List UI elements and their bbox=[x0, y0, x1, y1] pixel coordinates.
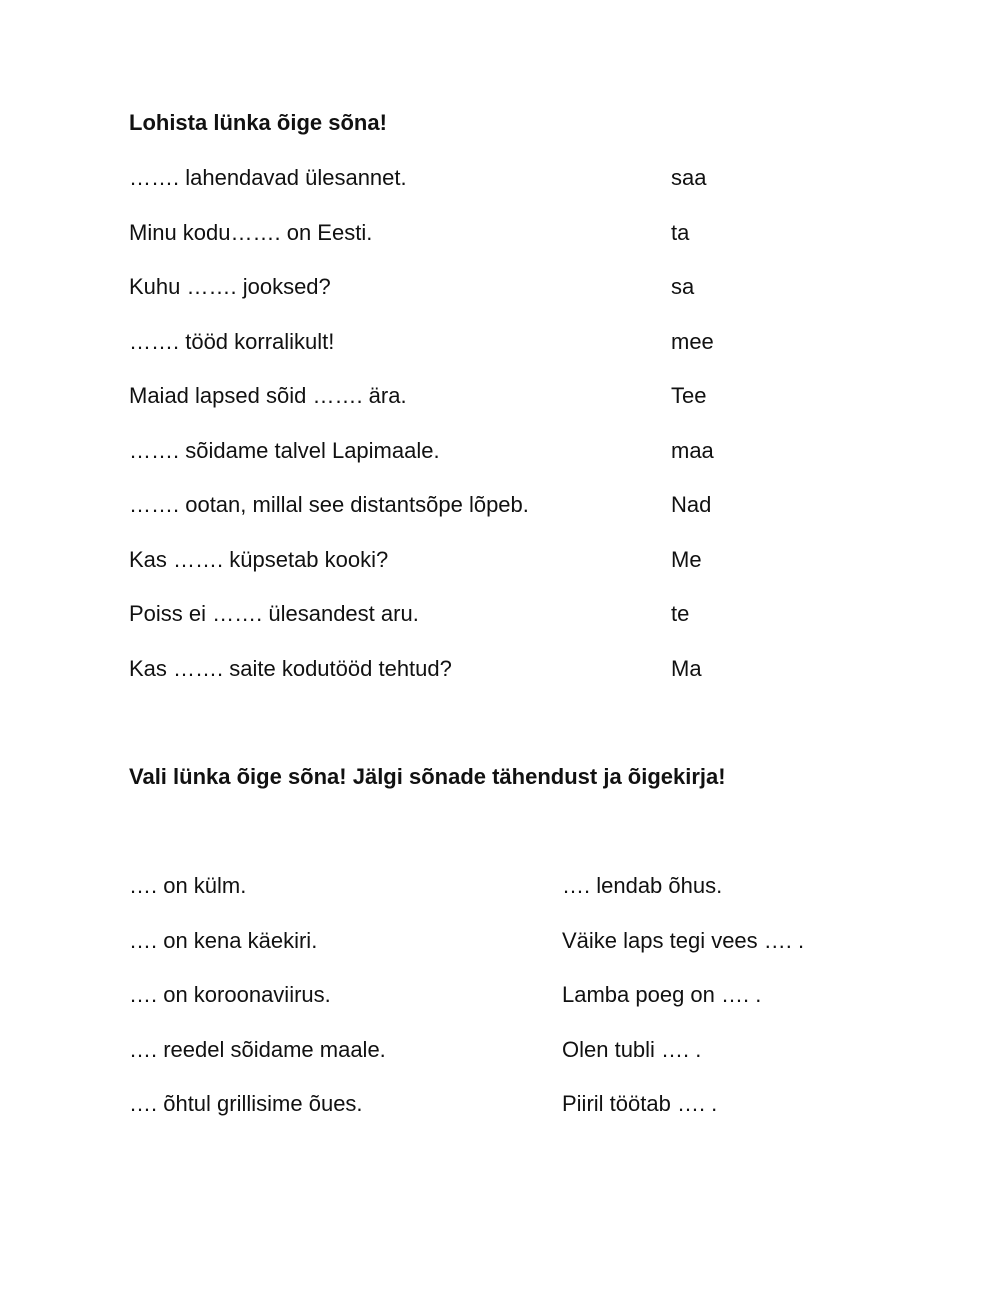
exercise1-title: Lohista lünka õige sõna! bbox=[129, 110, 387, 135]
exercise1-sentence[interactable]: Poiss ei ……. ülesandest aru. bbox=[129, 601, 419, 626]
exercise1-sentence[interactable]: Kuhu ……. jooksed? bbox=[129, 274, 331, 299]
exercise1-word-option[interactable]: sa bbox=[671, 274, 695, 299]
exercise1-word-option[interactable]: Tee bbox=[671, 383, 707, 408]
exercise1-row bbox=[129, 491, 889, 546]
exercise1-sentence[interactable]: ……. sõidame talvel Lapimaale. bbox=[129, 437, 440, 463]
exercise2-sentence-right[interactable]: Piiril töötab …. . bbox=[562, 1091, 718, 1116]
exercise1-word-option[interactable]: Ma bbox=[671, 655, 702, 681]
exercise1-sentence[interactable]: Kas ……. saite kodutööd tehtud? bbox=[129, 655, 452, 681]
exercise1-word-option[interactable]: te bbox=[671, 601, 690, 626]
exercise1-sentence[interactable]: ……. ootan, millal see distantsõpe lõpeb. bbox=[129, 492, 529, 517]
exercise1-word-option[interactable]: maa bbox=[671, 437, 714, 463]
exercise2-sentence-right[interactable]: Olen tubli …. . bbox=[562, 1036, 702, 1062]
exercise1-row bbox=[129, 655, 889, 710]
exercise1-sentence[interactable]: Maiad lapsed sõid ……. ära. bbox=[129, 383, 407, 408]
exercise2-row bbox=[129, 927, 929, 982]
exercise2-row bbox=[129, 981, 929, 1036]
exercise1-row bbox=[129, 164, 889, 219]
exercise1-row bbox=[129, 328, 889, 383]
exercise2-sentence-right[interactable]: Lamba poeg on …. . bbox=[562, 982, 762, 1007]
exercise2-sentence-left[interactable]: …. on külm. bbox=[129, 873, 247, 898]
exercise2-row bbox=[129, 872, 929, 927]
exercise1-word-option[interactable]: Nad bbox=[671, 492, 712, 517]
exercise1-row bbox=[129, 437, 889, 492]
exercise2-list bbox=[129, 872, 929, 1145]
exercise1-row bbox=[129, 219, 889, 274]
exercise1-list bbox=[129, 164, 889, 709]
exercise1-word-option[interactable]: Me bbox=[671, 546, 702, 572]
exercise2-sentence-left[interactable]: …. on kena käekiri. bbox=[129, 927, 318, 953]
exercise1-row bbox=[129, 600, 889, 655]
exercise2-row bbox=[129, 1036, 929, 1091]
exercise1-word-option[interactable]: ta bbox=[671, 219, 690, 245]
exercise2-sentence-right[interactable]: Väike laps tegi vees …. . bbox=[562, 927, 805, 953]
exercise2-sentence-right[interactable]: …. lendab õhus. bbox=[562, 873, 723, 898]
exercise1-row bbox=[129, 546, 889, 601]
exercise1-word-option[interactable]: saa bbox=[671, 165, 707, 190]
exercise2-sentence-left[interactable]: …. õhtul grillisime õues. bbox=[129, 1091, 363, 1116]
exercise2-title: Vali lünka õige sõna! Jälgi sõnade tähendust ja õigekirja! bbox=[129, 764, 726, 789]
exercise1-word-option[interactable]: mee bbox=[671, 328, 714, 354]
exercise1-sentence[interactable]: ……. lahendavad ülesannet. bbox=[129, 165, 407, 190]
exercise1-row bbox=[129, 382, 889, 437]
exercise1-sentence[interactable]: Minu kodu……. on Eesti. bbox=[129, 219, 373, 245]
exercise1-row bbox=[129, 273, 889, 328]
exercise1-sentence[interactable]: Kas ……. küpsetab kooki? bbox=[129, 546, 389, 572]
exercise2-row bbox=[129, 1090, 929, 1145]
exercise2-sentence-left[interactable]: …. reedel sõidame maale. bbox=[129, 1036, 386, 1062]
exercise2-sentence-left[interactable]: …. on koroonaviirus. bbox=[129, 982, 331, 1007]
exercise1-sentence[interactable]: ……. tööd korralikult! bbox=[129, 328, 335, 354]
